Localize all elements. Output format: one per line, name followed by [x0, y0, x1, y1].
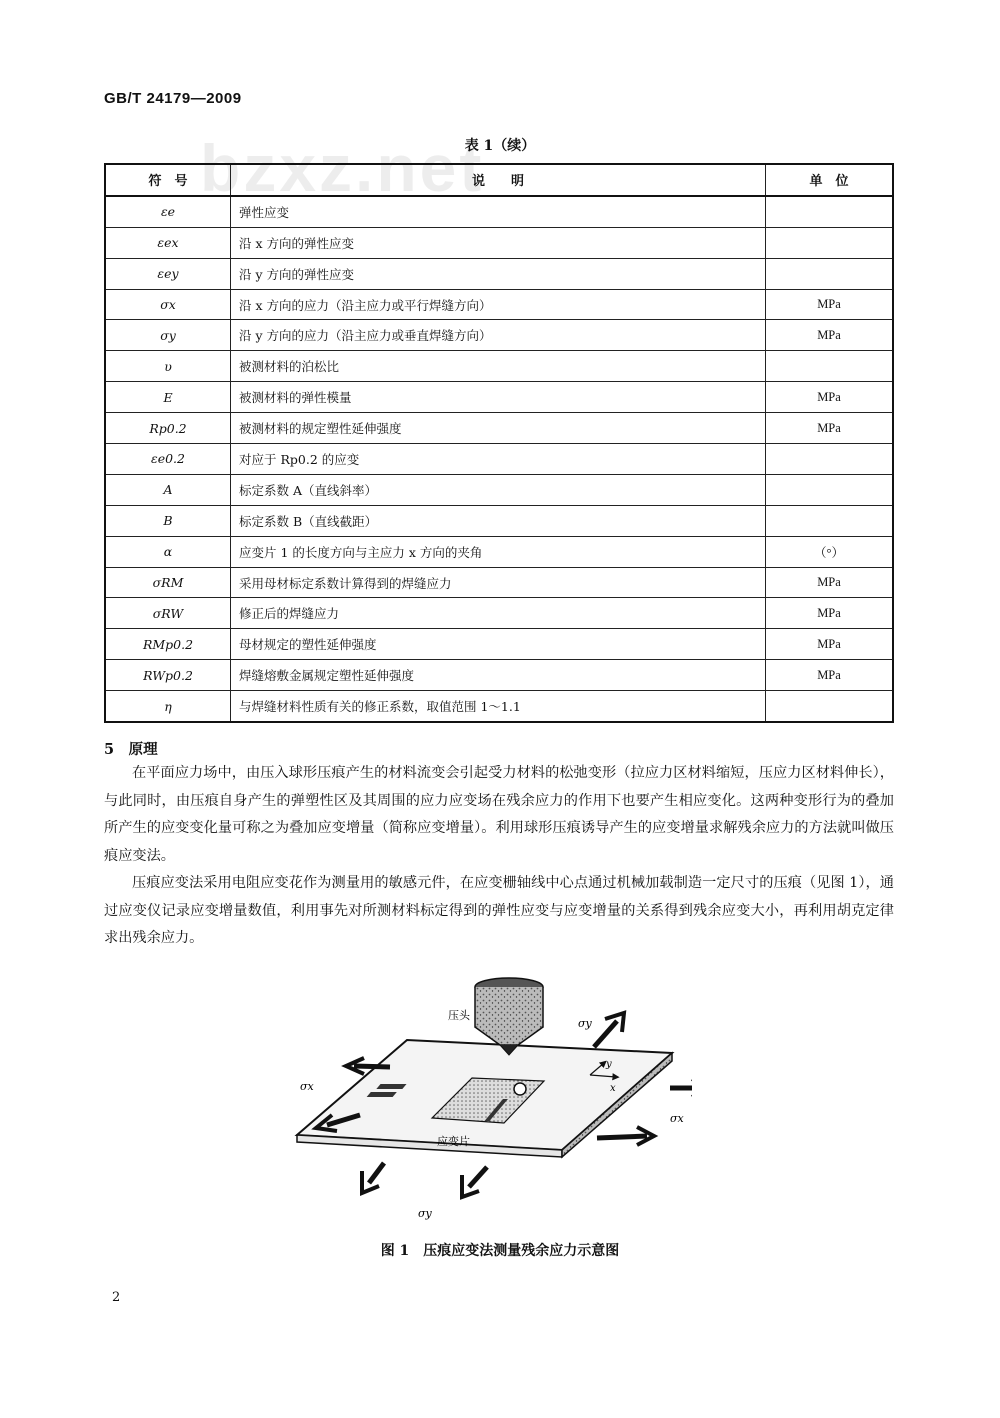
table-cell-description: 标定系数 B（直线截距） [231, 505, 766, 536]
table-row [105, 567, 893, 598]
table-cell-description: 弹性应变 [231, 196, 766, 227]
figure-svg [272, 975, 692, 1225]
table-cell-description: 沿 y 方向的弹性应变 [231, 258, 766, 289]
table-cell-symbol: σRW [105, 598, 231, 629]
table-row [105, 258, 893, 289]
table-cell-description: 沿 x 方向的应力（沿主应力或平行焊缝方向） [231, 289, 766, 320]
figure-caption: 图 1 压痕应变法测量残余应力示意图 [380, 1243, 620, 1259]
label-sigma-x-right: σx [670, 1112, 684, 1125]
table-cell-unit: MPa [766, 320, 894, 351]
table-cell-unit [766, 505, 894, 536]
label-axis-x: x [610, 1083, 616, 1094]
label-sigma-y-top: σy [578, 1017, 592, 1030]
table-cell-symbol: εey [105, 258, 231, 289]
table-cell-unit [766, 258, 894, 289]
table-cell-unit: MPa [766, 289, 894, 320]
table-cell-symbol: εe [105, 196, 231, 227]
label-axis-y: y [606, 1059, 612, 1070]
table-cell-description: 应变片 1 的长度方向与主应力 x 方向的夹角 [231, 536, 766, 567]
section-title: 5 原理 [104, 741, 158, 758]
label-sigma-y-bottom: σy [418, 1207, 432, 1220]
table-row [105, 289, 893, 320]
table-cell-description: 被测材料的规定塑性延伸强度 [231, 413, 766, 444]
table-row [105, 629, 893, 660]
table-row [105, 660, 893, 691]
table-cell-symbol: RWp0.2 [105, 660, 231, 691]
table-cell-unit: MPa [766, 660, 894, 691]
table-row [105, 227, 893, 258]
table-cell-description: 被测材料的弹性模量 [231, 382, 766, 413]
table-row [105, 413, 893, 444]
table-cell-unit: MPa [766, 382, 894, 413]
gauge-grid-2 [367, 1092, 397, 1097]
table-cell-unit [766, 444, 894, 475]
table-cell-unit [766, 474, 894, 505]
label-indenter: 压头 [448, 1009, 470, 1022]
table-row [105, 505, 893, 536]
table-cell-symbol: εex [105, 227, 231, 258]
header-description: 说 明 [231, 164, 766, 196]
table-cell-symbol: Rp0.2 [105, 413, 231, 444]
table-cell-unit [766, 351, 894, 382]
gauge-grid-3 [514, 1083, 526, 1095]
header-symbol: 符 号 [105, 164, 231, 196]
header-unit: 单 位 [766, 164, 894, 196]
table-header-row [105, 164, 893, 196]
table-cell-symbol: α [105, 536, 231, 567]
table-row [105, 351, 893, 382]
table-cell-description: 修正后的焊缝应力 [231, 598, 766, 629]
table-row [105, 536, 893, 567]
table-cell-symbol: RMp0.2 [105, 629, 231, 660]
table-caption: 表 1（续） [464, 138, 536, 154]
table-cell-description: 标定系数 A（直线斜率） [231, 474, 766, 505]
table-cell-symbol: υ [105, 351, 231, 382]
table-cell-description: 沿 y 方向的应力（沿主应力或垂直焊缝方向） [231, 320, 766, 351]
table-cell-description: 与焊缝材料性质有关的修正系数，取值范围 1～1.1 [231, 691, 766, 722]
table-cell-unit [766, 691, 894, 722]
table-cell-symbol: B [105, 505, 231, 536]
table-cell-symbol: σx [105, 289, 231, 320]
paragraph-1: 在平面应力场中，由压入球形压痕产生的材料流变会引起受力材料的松弛变形（拉应力区材料缩短，压应力区材料伸长），与此同时，由压痕自身产生的弹塑性区及其周围的应力应变场在残余应力的作用下也要产生相应变化。这两种变形行为的叠加所产生的应变变化量可称之为叠加应变增量（简称应变增量）。利用球形压痕诱导产生的应变增量求解残余应力的方法就叫做压痕应变法。 [104, 765, 894, 864]
table-cell-description: 被测材料的泊松比 [231, 351, 766, 382]
table-cell-symbol: η [105, 691, 231, 722]
figure-indentation-diagram [272, 975, 692, 1225]
table-cell-symbol: E [105, 382, 231, 413]
paragraph-2: 压痕应变法采用电阻应变花作为测量用的敏感元件，在应变栅轴线中心点通过机械加载制造一定尺寸的压痕（见图 1），通过应变仪记录应变增量数值，利用事先对所测材料标定得到的弹性应变与应变增量的关系得到残余应变大小，再利用胡克定律求出残余应力。 [104, 875, 894, 946]
table-cell-unit: MPa [766, 598, 894, 629]
table-cell-symbol: σRM [105, 567, 231, 598]
watermark: bzxz.net [200, 131, 485, 205]
table-cell-description: 焊缝熔敷金属规定塑性延伸强度 [231, 660, 766, 691]
standard-code: GB/T 24179—2009 [104, 90, 242, 107]
table-cell-symbol: A [105, 474, 231, 505]
table-row [105, 320, 893, 351]
table-cell-symbol: εe0.2 [105, 444, 231, 475]
table-row [105, 196, 893, 227]
table-cell-unit: MPa [766, 629, 894, 660]
table-cell-description: 沿 x 方向的弹性应变 [231, 227, 766, 258]
table-cell-unit: MPa [766, 567, 894, 598]
label-sigma-x-left: σx [300, 1080, 314, 1093]
table-cell-description: 母材规定的塑性延伸强度 [231, 629, 766, 660]
table-row [105, 691, 893, 722]
gauge-grid-1 [376, 1084, 406, 1089]
table-cell-unit [766, 227, 894, 258]
table-row [105, 444, 893, 475]
page-number: 2 [112, 1290, 121, 1305]
table-cell-description: 对应于 Rp0.2 的应变 [231, 444, 766, 475]
symbol-table [104, 163, 894, 723]
table-row [105, 382, 893, 413]
table-cell-unit: MPa [766, 413, 894, 444]
table-row [105, 598, 893, 629]
table-row [105, 474, 893, 505]
table-body [105, 196, 893, 722]
table-cell-description: 采用母材标定系数计算得到的焊缝应力 [231, 567, 766, 598]
table-cell-unit: （°） [766, 536, 894, 567]
label-strain-gauge: 应变片 [437, 1135, 470, 1148]
table-cell-symbol: σy [105, 320, 231, 351]
table-cell-unit [766, 196, 894, 227]
